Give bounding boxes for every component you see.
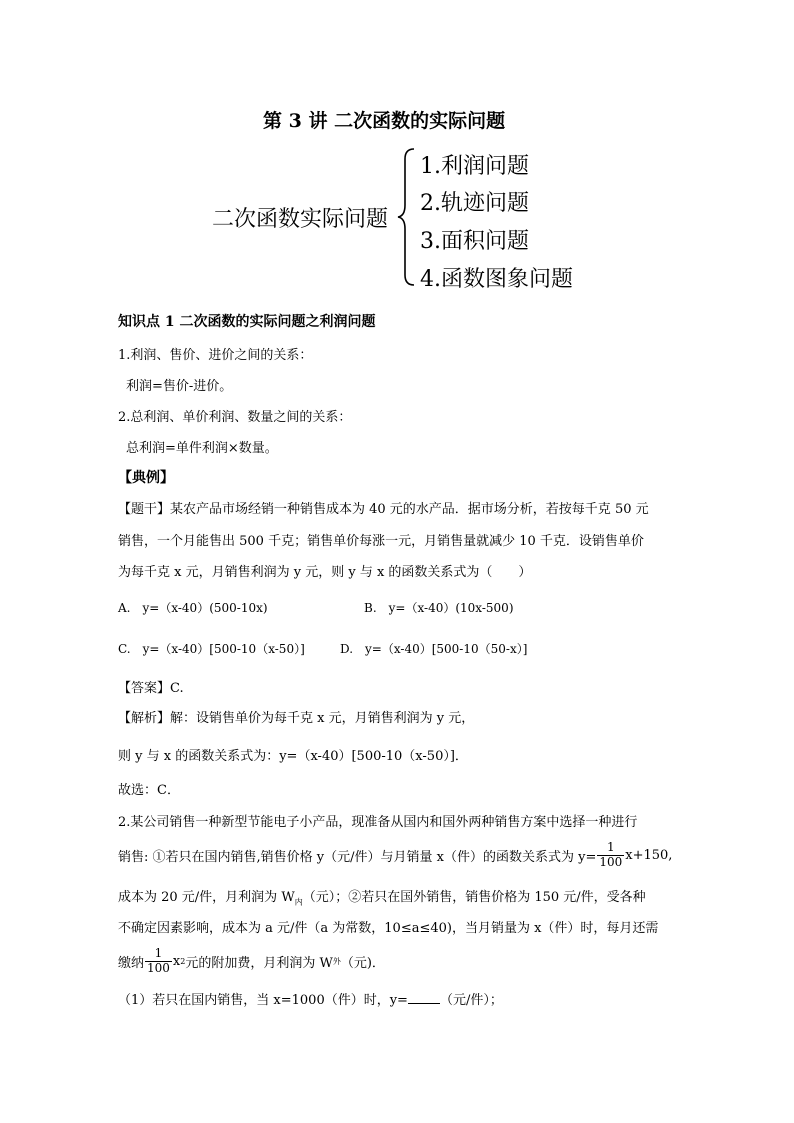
- q1-analysis-3: 故选：C．: [118, 783, 180, 798]
- q2-sub-1-text: （1）若只在国内销售，当 x=1000（件）时，y=: [118, 993, 408, 1008]
- q1-option-b: B. y=（x-40）(10x-500): [364, 601, 514, 615]
- left-brace-icon: [396, 147, 418, 287]
- diagram-root: 二次函数实际问题: [212, 207, 389, 232]
- point-line-4: 总利润=单件利润×数量。: [126, 441, 278, 456]
- q2-sub-1: [118, 989, 503, 1008]
- q1-option-a: A. y=（x-40）(500-10x): [118, 601, 268, 615]
- diagram-branch-2: 2.轨迹问题: [420, 191, 529, 216]
- fraction-denominator: 100: [599, 854, 623, 869]
- fraction-numerator: 1: [154, 945, 163, 960]
- q1-line-1: 【题干】某农产品市场经销一种销售成本为 40 元的水产品．据市场分析，若按每千克 50 元: [118, 502, 649, 517]
- q2-line-5-c: 元的附加费，月利润为 W: [185, 955, 333, 971]
- fraction-1-100: [597, 841, 624, 870]
- section-heading: 知识点 1 二次函数的实际问题之利润问题: [118, 314, 376, 330]
- example-heading: 【典例】: [118, 470, 174, 486]
- subscript-foreign: 外: [332, 956, 341, 966]
- q1-option-d: D. y=（x-40）[500-10（50-x）]: [340, 642, 528, 656]
- q2-line-2: [118, 834, 672, 876]
- diagram-branch-3: 3.面积问题: [420, 229, 529, 254]
- q1-line-3: 为每千克 x 元，月销售利润为 y 元，则 y 与 x 的函数关系式为（ ）: [118, 565, 532, 580]
- diagram-branch-4: 4.函数图象问题: [420, 267, 573, 292]
- q2-line-2-tail: x+150,: [625, 847, 673, 863]
- q1-line-2: 销售，一个月能售出 500 千克；销售单价每涨一元，月销售量就减少 10 千克．设销售单价: [118, 534, 644, 549]
- q1-analysis-2: 则 y 与 x 的函数关系式为：y=（x-40）[500-10（x-50）]．: [118, 749, 468, 764]
- q1-answer: 【答案】C.: [118, 681, 184, 696]
- point-line-2: 利润=售价-进价。: [126, 379, 233, 394]
- q1-option-c: C. y=（x-40）[500-10（x-50）]: [118, 642, 305, 656]
- point-line-3: 2.总利润、单价利润、数量之间的关系：: [118, 410, 352, 425]
- q2-line-3-b: （元）；②若只在国外销售，销售价格为 150 元/件，受各种: [302, 890, 646, 905]
- page-title: 第 3 讲 二次函数的实际问题: [263, 110, 506, 132]
- q2-line-3: [118, 886, 646, 908]
- answer-blank[interactable]: [408, 991, 440, 1004]
- q2-line-4: 不确定因素影响，成本为 a 元/件（a 为常数，10≤a≤40)，当月销量为 x（件）时，每月还需: [118, 921, 659, 936]
- point-line-1: 1.利润、售价、进价之间的关系：: [118, 348, 313, 363]
- q2-line-3-a: 成本为 20 元/件，月利润为 W: [118, 890, 295, 905]
- fraction-1-100-b: [145, 947, 172, 976]
- q2-line-5-x: x: [172, 953, 181, 969]
- q1-analysis-1: 【解析】解：设销售单价为每千克 x 元，月销售利润为 y 元，: [118, 711, 475, 726]
- q2-sub-1-unit: （元/件）；: [439, 993, 503, 1008]
- fraction-numerator: 1: [606, 839, 615, 854]
- q2-line-5-a: 缴纳: [118, 955, 145, 971]
- q2-line-5: [118, 940, 385, 982]
- superscript-square: 2: [180, 956, 186, 966]
- fraction-denominator: 100: [147, 960, 170, 975]
- q2-line-2-text: 销售: ①若只在国内销售,销售价格 y（元/件）与月销量 x（件）的函数关系式为 y=: [118, 849, 597, 865]
- q2-line-5-d: （元)．: [340, 955, 385, 971]
- diagram-branch-1: 1.利润问题: [420, 154, 529, 179]
- subscript-domestic: 内: [294, 897, 303, 907]
- q2-line-1: 2.某公司销售一种新型节能电子小产品，现准备从国内和国外两种销售方案中选择一种进行: [118, 815, 638, 830]
